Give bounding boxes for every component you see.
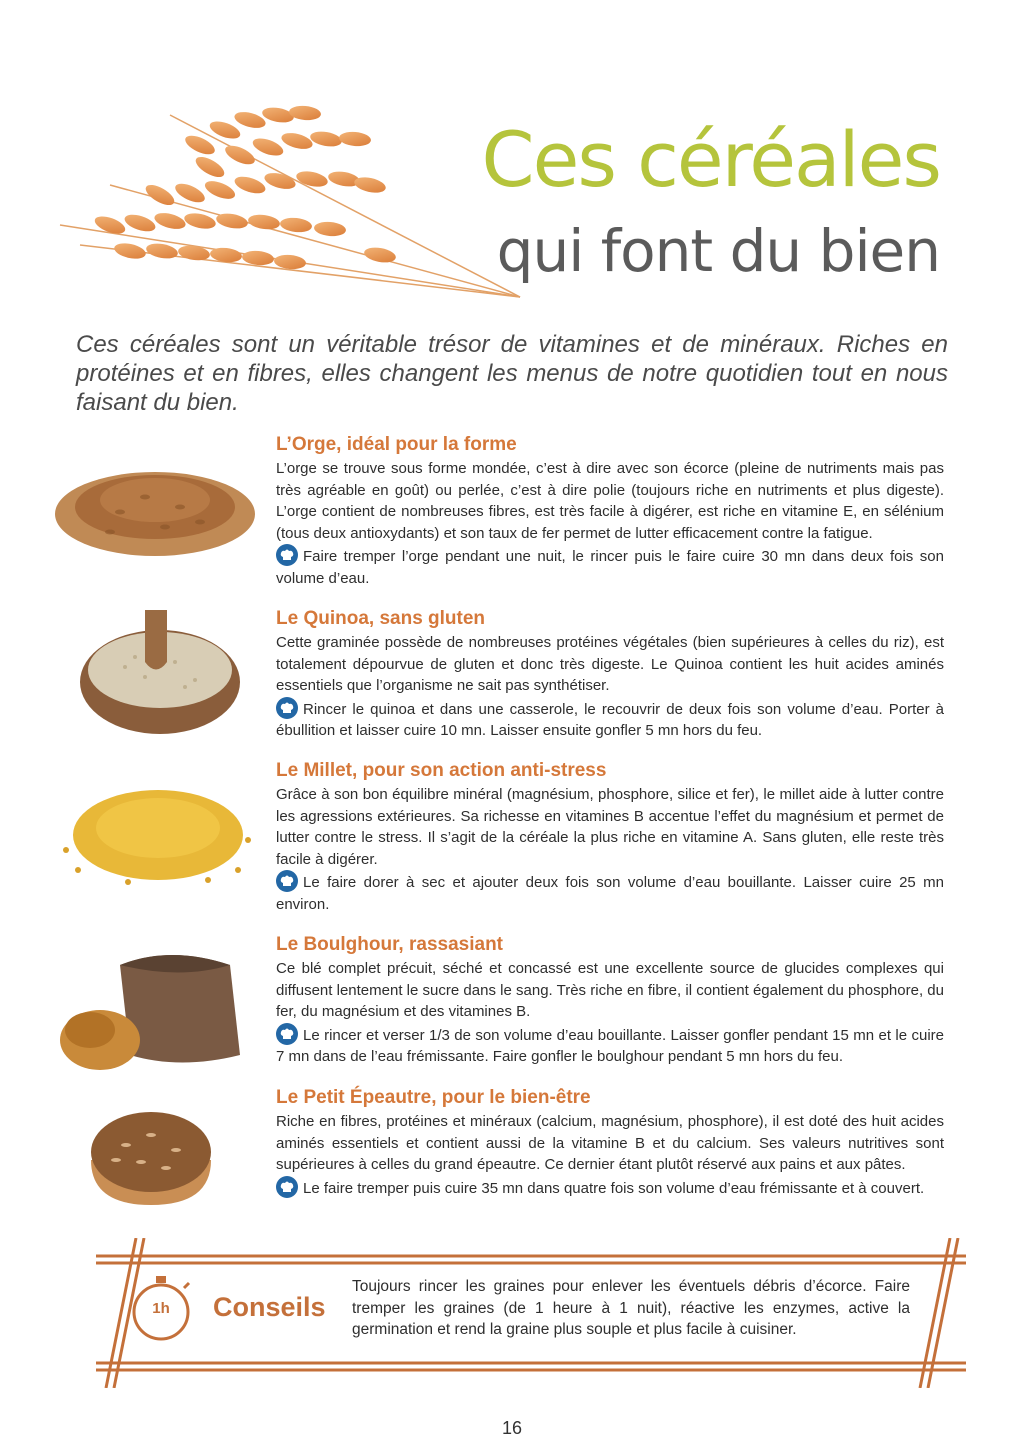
section-tip [276,870,944,915]
section-boulghour [276,934,944,1068]
wheat-image [50,75,530,305]
section-body: Cette graminée possède de nombreuses protéines végétales (bien supérieures à celles du riz), est totalement dépourvue de gluten et donc très digeste. Le Quinoa contient les huit acides aminés essentiels que l’organisme ne sait pas synthétiser. [276,634,944,694]
section-body: Ce blé complet précuit, séché et concassé est une excellente source de glucides complexes qui diffusent lentement le sucre dans le sang. Très riche en fibre, il contient également du phosphore, du fer, du magnésium et des vitamines B. [276,960,944,1020]
timer-label: 1h [152,1300,170,1317]
tip-text: Le faire tremper puis cuire 35 mn dans quatre fois son volume d’eau frémissante et à couvert. [303,1179,925,1197]
section-orge [276,434,944,589]
bulgur-image [60,945,250,1075]
section-quinoa [276,608,944,742]
section-tip [276,544,944,589]
section-body: Grâce à son bon équilibre minéral (magnésium, phosphore, silice et fer), le millet aide à lutter contre les agressions extérieures. Sa richesse en vitamines B accentue l’effet du magnésium et permet de lutter contre le stress. Il s’agit de la céréale la plus riche en vitamine A. Sans gluten, elle reste très facile à digérer. [276,786,944,868]
section-heading: L’Orge, idéal pour la forme [276,434,517,455]
tip-text: Rincer le quinoa et dans une casserole, le recouvrir de deux fois son volume d’eau. Porter à ébullition et laisser cuire 10 mn. Laisser ensuite gonfler 5 mn hors du feu. [276,700,944,739]
section-heading: Le Quinoa, sans gluten [276,608,486,629]
section-tip [276,697,944,742]
title-line-1: Ces céréales [481,115,940,204]
section-petit-epeautre [276,1087,944,1199]
section-heading: Le Boulghour, rassasiant [276,934,503,955]
chef-hat-icon [276,697,298,719]
tip-text: Le faire dorer à sec et ajouter deux fois son volume d’eau bouillante. Laisser cuire 25 mn environ. [276,874,944,913]
section-body: L’orge se trouve sous forme mondée, c’est à dire avec son écorce (pleine de nutriments mais pas très agréable en goût) ou perlée, c’est à dire polie (toujours riche en nutriments et plus digeste). L’orge contient de nombreuses fibres, est très facile à digérer, est riche en vitamine E, en sélénium (tous deux antioxydants) et son taux de fer permet de lutter efficacement contre la fatigue. [276,460,944,542]
section-tip [276,1176,944,1200]
page-number: 16 [501,1418,523,1438]
intro-text: Ces céréales sont un véritable trésor de vitamines et de minéraux. Riches en protéines et en fibres, elles changent les menus de notre quotidien tout en nous faisant du bien. [76,331,948,416]
section-body: Riche en fibres, protéines et minéraux (calcium, magnésium, phosphore), il est doté des huit acides aminés essentiels et contient aussi de la vitamine B et du calcium. Ses valeurs nutritives sont supérieures à celles du grand épeautre. Ce dernier étant plutôt réservé aux pains et aux pâtes. [276,1113,944,1173]
tip-text: Faire tremper l’orge pendant une nuit, le rincer puis le faire cuire 30 mn dans deux fois son volume d’eau. [276,548,944,587]
quinoa-image [75,602,245,742]
barley-image [50,452,260,562]
title-line-2: qui font du bien [496,217,940,285]
section-heading: Le Petit Épeautre, pour le bien-être [276,1087,591,1108]
chef-hat-icon [276,1176,298,1198]
chef-hat-icon [276,544,298,566]
conseils-text: Toujours rincer les graines pour enlever les éventuels débris d’écorce. Faire tremper les graines (de 1 heure à 1 nuit), réactive les enzymes, active la germination et rend la graine plus souple et plus facile à cuisiner. [352,1278,910,1338]
spelt-image [86,1090,216,1210]
section-millet [276,760,944,915]
section-heading: Le Millet, pour son action anti-stress [276,760,607,781]
conseils-label: Conseils [213,1292,326,1322]
chef-hat-icon [276,870,298,892]
tip-text: Le rincer et verser 1/3 de son volume d’eau bouillante. Laisser gonfler pendant 15 mn et le cuire 7 mn dans de l’eau frémissante. Faire gonfler le boulghour pendant 5 mn hors du feu. [276,1026,944,1065]
millet-image [58,780,258,890]
chef-hat-icon [276,1023,298,1045]
section-tip [276,1023,944,1068]
